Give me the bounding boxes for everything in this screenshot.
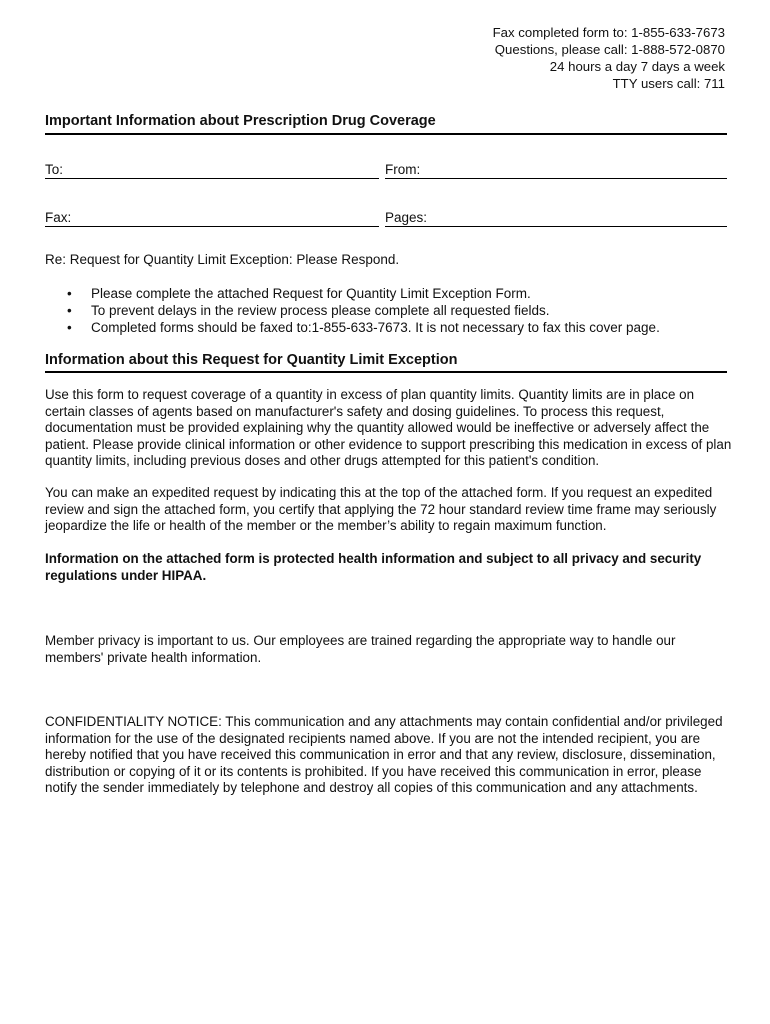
confidentiality-notice: CONFIDENTIALITY NOTICE: This communication and any attachments may contain confidential and/or privileged information for the use of the designated recipients named above. If you are not the intended recipient, you are hereby notified that you have received this communication in error and that any review, disclosure, dissemination, distribution or copying of it or its contents is prohibited. If you have received this communication in error, please notify the sender immediately by telephone and destroy all copies of this communication and any attachments. — [45, 714, 723, 795]
fax-number-line: Fax completed form to: 1-855-633-7673 — [492, 25, 725, 40]
bullet-icon: • — [67, 320, 72, 335]
bullet-icon: • — [67, 286, 72, 301]
pages-label: Pages: — [385, 210, 428, 225]
list-item: • Completed forms should be faxed to:1-855-633-7673. It is not necessary to fax this cover page. — [67, 320, 660, 335]
bullet-icon: • — [67, 303, 72, 318]
to-label: To: — [45, 162, 64, 177]
section-title: Information about this Request for Quantity Limit Exception — [45, 352, 727, 373]
list-item: • To prevent delays in the review process please complete all requested fields. — [67, 303, 550, 318]
expedited-paragraph: You can make an expedited request by indicating this at the top of the attached form. If you request an expedited review and sign the attached form, you certify that applying the 72 hour standard review time frame may seriously jeopardize the life or health of the member or the member’s ability to regain maximum function. — [45, 485, 717, 533]
questions-phone-line: Questions, please call: 1-888-572-0870 — [494, 42, 725, 57]
use-form-paragraph: Use this form to request coverage of a quantity in excess of plan quantity limits. Quantity limits are in place on certain classes of agents based on manufacturer's safety and dosing guidelines. To process this request, documentation must be provided explaining why the quantity allowed would be ineffective or adversely affect the patient. Please provide clinical information or other evidence to support prescribing this medication in excess of plan quantity limits, including previous doses and other drugs attempted for this patient's condition. — [45, 387, 732, 468]
from-field-line[interactable] — [385, 178, 727, 179]
phi-notice: Information on the attached form is protected health information and subject to all privacy and security regulations under HIPAA. — [45, 551, 702, 583]
list-item: • Please complete the attached Request for Quantity Limit Exception Form. — [67, 286, 531, 301]
instruction-list — [45, 285, 735, 336]
tty-line: TTY users call: 711 — [612, 76, 725, 91]
fax-field-line[interactable] — [45, 226, 379, 227]
page-title: Important Information about Prescription Drug Coverage — [45, 113, 727, 135]
to-field-line[interactable] — [45, 178, 379, 179]
pages-field-line[interactable] — [385, 226, 727, 227]
contact-info — [493, 24, 725, 92]
hours-line: 24 hours a day 7 days a week — [549, 59, 725, 74]
re-line: Re: Request for Quantity Limit Exception: Please Respond. — [45, 252, 400, 267]
privacy-paragraph: Member privacy is important to us. Our employees are trained regarding the appropriate way to handle our members' private health information. — [45, 633, 676, 665]
fax-label: Fax: — [45, 210, 72, 225]
from-label: From: — [385, 162, 421, 177]
